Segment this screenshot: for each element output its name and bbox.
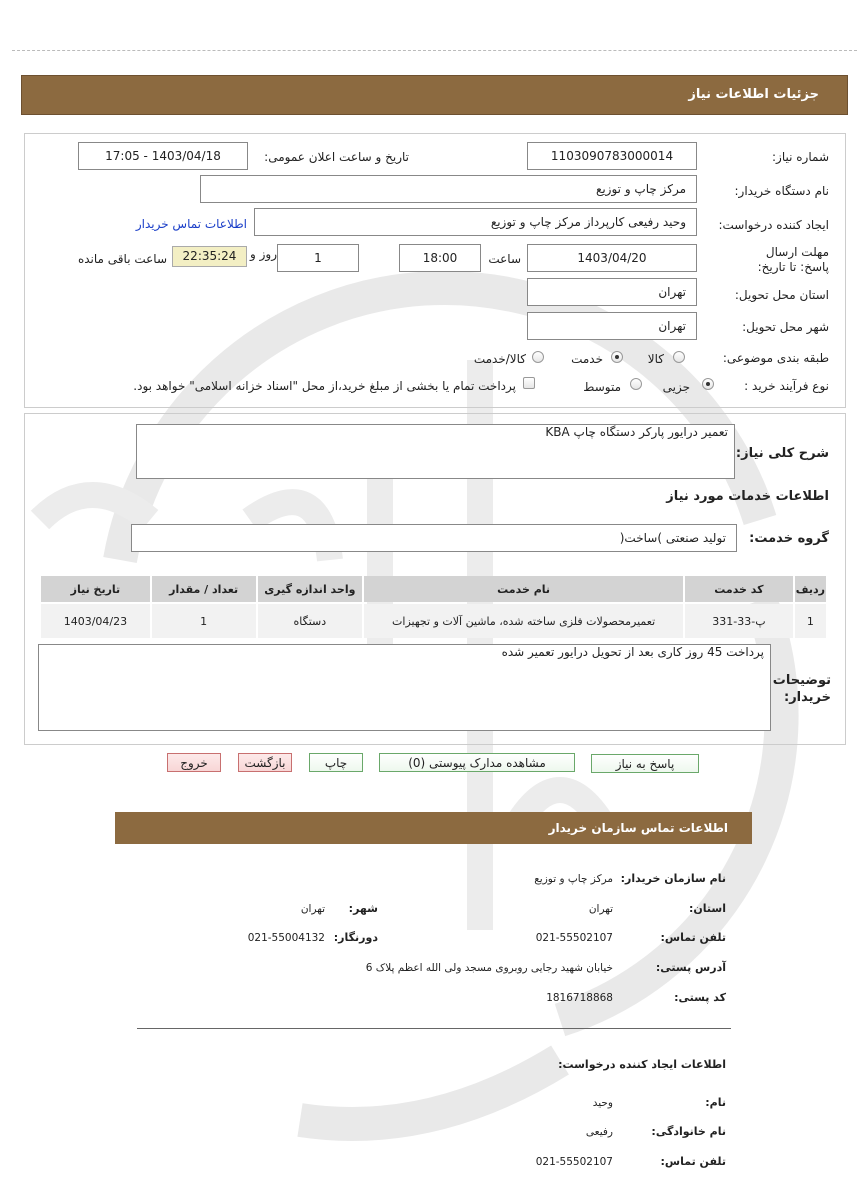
summary-field: تعمیر درایور پارکر دستگاه چاپ KBA [136,424,735,479]
back-button[interactable]: بازگشت [238,753,292,772]
col-unit: واحد اندازه گیری [258,576,363,602]
col-row: ردیف [795,576,826,602]
col-date: تاریخ نیاز [41,576,150,602]
announce-label: تاریخ و ساعت اعلان عمومی: [264,150,409,164]
top-divider [12,50,857,51]
time-label: ساعت [488,252,521,266]
exit-button[interactable]: خروج [167,753,221,772]
province-label: استان محل تحویل: [734,288,829,302]
category-radio-service[interactable] [611,351,623,363]
days-field: 1 [277,244,359,272]
deadline-time-field: 18:00 [399,244,481,272]
contact-province-value: تهران [588,903,613,915]
deadline-label: مهلت ارسال پاسخ: تا تاریخ: [757,245,829,274]
address-label: آدرس پستی: [655,961,726,974]
days-label: روز و [250,247,277,261]
postal-value: 1816718868 [546,992,613,1004]
page-header [21,75,848,115]
category-label: طبقه بندی موضوعی: [722,351,829,365]
first-name-label: نام: [705,1096,726,1109]
contact-title: اطلاعات تماس سازمان خریدار [548,821,728,835]
services-table [39,574,828,640]
summary-label: شرح کلی نیاز: [735,446,829,461]
category-option-goods: کالا [647,352,664,366]
print-button[interactable]: چاپ [309,753,363,772]
category-option-both: کالا/خدمت [473,352,526,366]
phone-value: 021-55502107 [535,932,613,944]
creator-phone-value: 021-55502107 [535,1156,613,1168]
need-number-label: شماره نیاز: [772,150,829,164]
cell-code: پ-33-331 [685,604,793,638]
fax-value: 021-55004132 [247,932,325,944]
service-group-label: گروه خدمت: [749,531,829,546]
category-radio-both[interactable] [532,351,544,363]
contact-city-label: شهر: [348,902,378,915]
contact-header [115,812,752,844]
org-label: نام سازمان خریدار: [620,872,726,885]
process-radio-medium[interactable] [630,378,642,390]
col-code: کد خدمت [685,576,793,602]
table-row [41,604,826,638]
province-field: تهران [527,278,697,306]
contact-province-label: استان: [689,902,726,915]
last-name-label: نام خانوادگی: [651,1125,726,1138]
first-name-value: وحید [592,1097,613,1109]
org-value: مرکز چاپ و توزیع [534,873,613,885]
remaining-label: ساعت باقی مانده [77,252,167,266]
creator-field: وحید رفیعی کارپرداز مرکز چاپ و توزیع [254,208,697,236]
remaining-time-field: 22:35:24 [172,246,247,267]
treasury-checkbox[interactable] [523,377,535,389]
need-number-field: 1103090783000014 [527,142,697,170]
cell-date: 1403/04/23 [41,604,150,638]
category-option-service: خدمت [571,352,603,366]
view-documents-button[interactable]: مشاهده مدارک پیوستی (0) [379,753,575,772]
creator-label: ایجاد کننده درخواست: [718,218,829,232]
creator-info-title: اطلاعات ایجاد کننده درخواست: [558,1058,726,1071]
city-field: تهران [527,312,697,340]
notes-label: توضیحات خریدار: [772,673,831,705]
payment-note: پرداخت تمام یا بخشی از مبلغ خرید،از محل "اسناد خزانه اسلامی" خواهد بود. [133,379,516,393]
process-option-medium: متوسط [583,380,621,394]
reply-button[interactable]: پاسخ به نیاز [591,754,699,773]
cell-row: 1 [795,604,826,638]
contact-divider [137,1028,731,1029]
fax-label: دورنگار: [333,931,378,944]
service-group-field: تولید صنعتی )ساخت( [131,524,737,552]
contact-city-value: تهران [300,903,325,915]
page-title: جزئیات اطلاعات نیاز [688,87,819,102]
address-value: خیابان شهید رجایی روبروی مسجد ولی الله اعظم پلاک 6 [365,962,613,974]
col-name: نام خدمت [364,576,683,602]
services-title: اطلاعات خدمات مورد نیاز [666,489,829,504]
last-name-value: رفیعی [585,1126,613,1138]
deadline-date-field: 1403/04/20 [527,244,697,272]
cell-unit: دستگاه [258,604,363,638]
process-option-minor: جزیی [662,380,690,394]
notes-field: پرداخت 45 روز کاری بعد از تحویل درایور تعمیر شده [38,644,771,731]
category-radio-goods[interactable] [673,351,685,363]
cell-qty: 1 [152,604,256,638]
city-label: شهر محل تحویل: [742,320,829,334]
buyer-label: نام دستگاه خریدار: [734,184,829,198]
process-radio-minor[interactable] [702,378,714,390]
process-label: نوع فرآیند خرید : [744,379,829,393]
postal-label: کد پستی: [674,991,726,1004]
announce-field: 1403/04/18 - 17:05 [78,142,248,170]
col-qty: تعداد / مقدار [152,576,256,602]
cell-name: تعمیرمحصولات فلزی ساخته شده، ماشین آلات و تجهیزات [364,604,683,638]
creator-phone-label: تلفن تماس: [660,1155,726,1168]
phone-label: تلفن تماس: [660,931,726,944]
buyer-contact-link[interactable]: اطلاعات تماس خریدار [135,217,247,231]
buyer-field: مرکز چاپ و توزیع [200,175,697,203]
